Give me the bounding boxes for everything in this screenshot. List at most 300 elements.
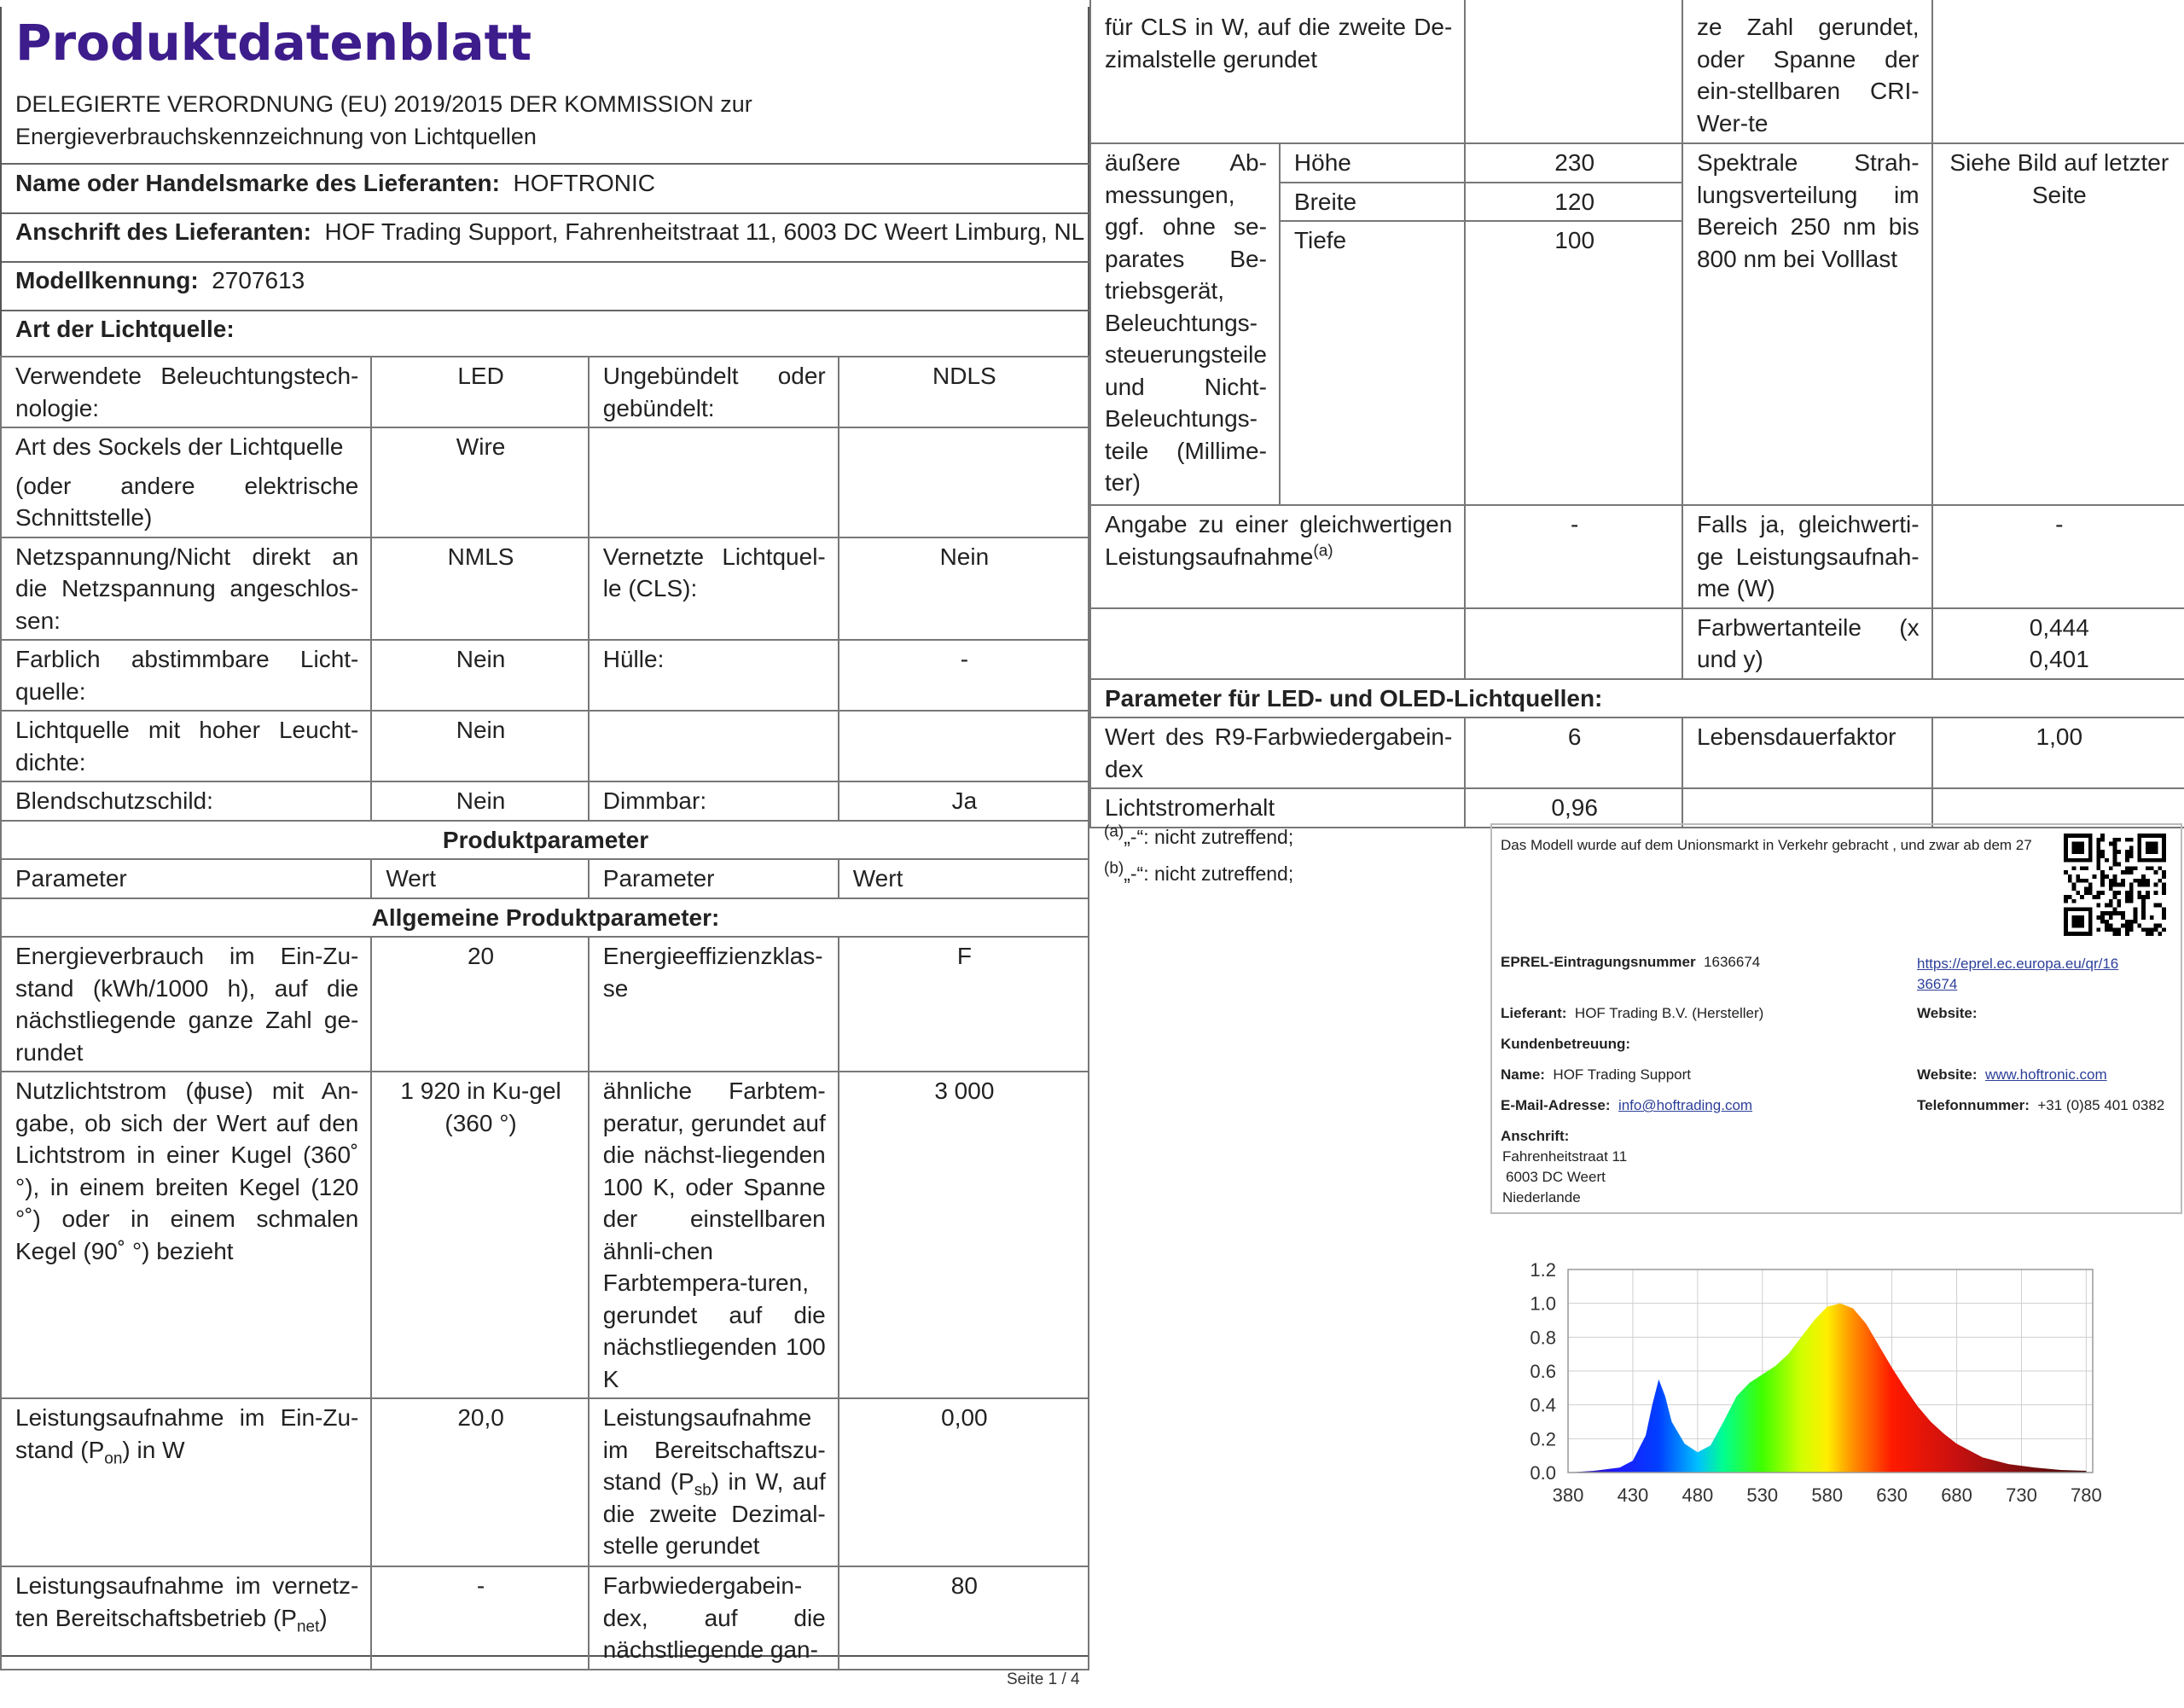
qr-module xyxy=(2154,858,2158,863)
qr-module xyxy=(2064,834,2068,838)
qr-module xyxy=(2080,907,2084,911)
pnet-subscript: net xyxy=(296,1618,320,1636)
qr-module xyxy=(2137,858,2141,863)
qr-module xyxy=(2141,883,2146,887)
qr-module xyxy=(2121,879,2125,883)
qr-module xyxy=(2088,907,2093,911)
qr-module xyxy=(2154,850,2158,854)
qr-module xyxy=(2072,907,2077,911)
qr-module xyxy=(2068,858,2072,863)
general-params-heading: Allgemeine Produktparameter: xyxy=(1,898,1089,938)
empty-cell xyxy=(589,711,839,781)
right-parameter-table xyxy=(1089,0,2184,828)
qr-module xyxy=(2088,911,2093,915)
model-row xyxy=(15,267,305,294)
qr-module xyxy=(2080,858,2084,863)
qr-module xyxy=(2129,895,2134,899)
qr-module xyxy=(2100,838,2105,842)
qr-module xyxy=(2141,874,2146,879)
table-row xyxy=(1090,788,2184,828)
y-tick-label: 0.6 xyxy=(1530,1361,1556,1382)
qr-module xyxy=(2100,879,2105,883)
qr-module xyxy=(2109,927,2113,932)
qr-module xyxy=(2154,842,2158,846)
qr-module xyxy=(2084,866,2088,870)
qr-module xyxy=(2134,907,2138,911)
col-header-param: Parameter xyxy=(1,859,371,898)
qr-module xyxy=(2096,845,2100,850)
height-value: 230 xyxy=(1465,143,1682,183)
qr-module xyxy=(2072,834,2077,838)
qr-module xyxy=(2117,911,2121,915)
qr-module xyxy=(2080,924,2084,928)
qr-module xyxy=(2100,891,2105,895)
qr-module xyxy=(2150,915,2154,920)
address-label xyxy=(1501,1128,1569,1145)
qr-module xyxy=(2137,834,2141,838)
x-tick-label: 730 xyxy=(2006,1484,2037,1506)
qr-module xyxy=(2162,874,2166,879)
qr-module xyxy=(2100,915,2105,920)
flux-value: 1 920 in Ku-gel (360 °) xyxy=(371,1072,588,1398)
qr-module xyxy=(2129,899,2134,903)
qr-module xyxy=(2137,845,2141,850)
qr-module xyxy=(2117,899,2121,903)
pon-label xyxy=(1,1398,371,1566)
model-value: 2707613 xyxy=(212,267,305,293)
qr-module xyxy=(2093,895,2097,899)
empty-cell xyxy=(1932,788,2184,828)
r9-label: Wert des R9-Farbwiedergabein-dex xyxy=(1090,717,1465,788)
high-luminance-value: Nein xyxy=(371,711,588,781)
flux-label: Nutzlichtstrom (ɸuse) mit An-gabe, ob sich der Wert auf den Lichtstrom in einer Kugel (360˚ °), in einem breiten Kegel (120 °˚) oder in einem schmalen Kegel (90˚ °) bezieht xyxy=(1,1072,371,1398)
qr-module xyxy=(2162,845,2166,850)
service-name-value: HOF Trading Support xyxy=(1553,1066,1691,1083)
qr-module xyxy=(2146,845,2150,850)
table-row xyxy=(1090,608,2184,679)
qr-module xyxy=(2064,924,2068,928)
qr-module xyxy=(2096,850,2100,854)
qr-module xyxy=(2096,838,2100,842)
phone-line xyxy=(1917,1097,2164,1114)
col-header-value: Wert xyxy=(371,859,588,898)
divider xyxy=(2,212,1089,214)
email-link[interactable]: info@hoftrading.com xyxy=(1618,1097,1753,1113)
supplier-name-row xyxy=(15,170,655,197)
qr-module xyxy=(2125,870,2129,874)
psb-label xyxy=(589,1398,839,1566)
qr-module xyxy=(2084,858,2088,863)
qr-module xyxy=(2125,895,2129,899)
chromaticity-label: Farbwertanteile (x und y) xyxy=(1682,608,1932,679)
table-row xyxy=(1090,505,2184,608)
qr-module xyxy=(2113,911,2117,915)
qr-module xyxy=(2064,911,2068,915)
page-total: 4 xyxy=(1071,1670,1080,1688)
qr-module xyxy=(2154,834,2158,838)
qr-module xyxy=(2129,838,2134,842)
qr-module xyxy=(2109,883,2113,887)
qr-module xyxy=(2096,895,2100,899)
model-label: Modellkennung: xyxy=(15,267,199,293)
light-source-type-heading xyxy=(15,316,235,343)
qr-module xyxy=(2064,854,2068,858)
table-row xyxy=(1090,0,2184,143)
qr-module xyxy=(2146,866,2150,870)
qr-module xyxy=(2072,850,2077,854)
regulation-subtitle: DELEGIERTE VERORDNUNG (EU) 2019/2015 DER KOMMISSION zur Energieverbrauchskennzeichnung von Lichtquellen xyxy=(15,91,752,149)
qr-module xyxy=(2109,842,2113,846)
qr-module xyxy=(2141,907,2146,911)
qr-module xyxy=(2113,879,2117,883)
qr-module xyxy=(2084,879,2088,883)
qr-module xyxy=(2137,924,2141,928)
qr-module xyxy=(2080,845,2084,850)
qr-module xyxy=(2088,842,2093,846)
qr-module xyxy=(2150,842,2154,846)
qr-module xyxy=(2125,932,2129,936)
qr-module xyxy=(2080,850,2084,854)
qr-module xyxy=(2084,886,2088,891)
qr-module xyxy=(2096,915,2100,920)
x-tick-label: 630 xyxy=(1876,1484,1908,1506)
footnote-ref-a: (a) xyxy=(1313,542,1333,561)
qr-module xyxy=(2076,834,2080,838)
qr-module xyxy=(2100,911,2105,915)
service-name-line xyxy=(1501,1066,1691,1083)
qr-module xyxy=(2096,891,2100,895)
qr-module xyxy=(2068,874,2072,879)
qr-module xyxy=(2088,838,2093,842)
qr-module xyxy=(2064,920,2068,924)
footnote-b-mark: (b) xyxy=(1104,859,1124,878)
qr-module xyxy=(2105,903,2109,908)
qr-module xyxy=(2068,895,2072,899)
qr-module xyxy=(2158,924,2162,928)
qr-module xyxy=(2129,866,2134,870)
qr-module xyxy=(2141,915,2146,920)
qr-module xyxy=(2080,895,2084,899)
qr-module xyxy=(2100,870,2105,874)
qr-module xyxy=(2146,850,2150,854)
chromaticity-x: 0,444 xyxy=(2029,613,2089,641)
qr-module xyxy=(2100,883,2105,887)
light-source-type-label: Art der Lichtquelle: xyxy=(15,316,235,342)
qr-module xyxy=(2076,845,2080,850)
qr-module xyxy=(2109,899,2113,903)
qr-module xyxy=(2162,883,2166,887)
high-luminance-label: Lichtquelle mit hoher Leucht-dichte: xyxy=(1,711,371,781)
qr-module xyxy=(2100,850,2105,854)
y-tick-label: 0.2 xyxy=(1530,1428,1556,1450)
qr-module xyxy=(2137,879,2141,883)
tech-value: LED xyxy=(371,357,588,427)
qr-module xyxy=(2162,838,2166,842)
qr-module xyxy=(2113,883,2117,887)
qr-module xyxy=(2158,834,2162,838)
address-label-text: Anschrift: xyxy=(1501,1128,1570,1144)
empty-cell xyxy=(1682,788,1932,828)
qr-module xyxy=(2150,850,2154,854)
qr-module xyxy=(2146,932,2150,936)
qr-module xyxy=(2088,850,2093,854)
eprel-reg-value: 1636674 xyxy=(1704,954,1761,970)
product-params-heading: Produktparameter xyxy=(1,821,1089,860)
qr-module xyxy=(2084,834,2088,838)
qr-module xyxy=(2096,863,2100,867)
qr-module xyxy=(2129,845,2134,850)
page-separator: / xyxy=(1061,1670,1066,1688)
table-row xyxy=(1,1566,1089,1670)
qr-module xyxy=(2109,911,2113,915)
qr-module xyxy=(2076,920,2080,924)
market-date-text: Das Modell wurde auf dem Unionsmarkt in Verkehr gebracht , und zwar ab dem 27 xyxy=(1501,837,2032,853)
empty-cell xyxy=(1465,0,1682,143)
psb-label-text: Leistungsaufnahme im Bereitschaftszu-stand (P xyxy=(602,1404,826,1495)
qr-module xyxy=(2141,903,2146,908)
qr-module xyxy=(2064,895,2068,899)
qr-module xyxy=(2137,883,2141,887)
qr-module xyxy=(2088,927,2093,932)
qr-module xyxy=(2162,915,2166,920)
table-row xyxy=(1,537,1089,641)
equivalent-power-text: Angabe zu einer gleichwertigen Leistungsaufnahme xyxy=(1105,511,1453,570)
page-title: Produktdatenblatt xyxy=(15,14,532,72)
mains-value: NMLS xyxy=(371,537,588,641)
qr-module xyxy=(2154,891,2158,895)
table-row xyxy=(1,1072,1089,1398)
pnet-label-text: Leistungsaufnahme im vernetz-ten Bereitschaftsbetrieb (P xyxy=(15,1572,359,1631)
qr-module xyxy=(2129,886,2134,891)
qr-module xyxy=(2076,907,2080,911)
email-line xyxy=(1501,1097,1752,1114)
qr-module xyxy=(2113,854,2117,858)
qr-module xyxy=(2064,907,2068,911)
qr-module xyxy=(2113,874,2117,879)
qr-module xyxy=(2150,927,2154,932)
qr-module xyxy=(2125,927,2129,932)
qr-module xyxy=(2150,858,2154,863)
qr-module xyxy=(2113,842,2117,846)
qr-module xyxy=(2150,845,2154,850)
cap-label-note: (oder andere elektrische Schnittstelle) xyxy=(15,472,359,531)
lumen-maintenance-value: 0,96 xyxy=(1465,788,1682,828)
qr-module xyxy=(2121,883,2125,887)
x-tick-label: 530 xyxy=(1746,1484,1779,1506)
qr-module xyxy=(2141,899,2146,903)
qr-module xyxy=(2084,891,2088,895)
qr-module xyxy=(2064,842,2068,846)
qr-module xyxy=(2137,895,2141,899)
qr-module xyxy=(2100,834,2105,838)
qr-module xyxy=(2072,932,2077,936)
qr-module xyxy=(2125,854,2129,858)
qr-module xyxy=(2064,915,2068,920)
dimmable-value: Ja xyxy=(839,781,1089,821)
qr-module xyxy=(2158,903,2162,908)
qr-module xyxy=(2080,834,2084,838)
spectrum-area xyxy=(1568,1304,2086,1473)
supplier-address-value: HOF Trading Support, Fahrenheitstraat 11, 6003 DC Weert Limburg, NL xyxy=(324,218,1085,245)
chromaticity-values xyxy=(1932,608,2184,679)
qr-module xyxy=(2088,932,2093,936)
qr-module xyxy=(2072,883,2077,887)
email-label: E-Mail-Adresse: xyxy=(1501,1097,1611,1113)
qr-module xyxy=(2150,834,2154,838)
qr-module xyxy=(2105,858,2109,863)
service-website-link[interactable]: www.hoftronic.com xyxy=(1985,1066,2107,1083)
qr-module xyxy=(2080,842,2084,846)
qr-module xyxy=(2134,911,2138,915)
qr-module xyxy=(2109,924,2113,928)
table-row xyxy=(1,427,1089,537)
qr-module xyxy=(2141,879,2146,883)
service-website-label: Website: xyxy=(1917,1066,1978,1083)
qr-module xyxy=(2154,924,2158,928)
divider xyxy=(2,310,1089,311)
empty-cell xyxy=(839,427,1089,537)
col-header-param: Parameter xyxy=(589,859,839,898)
eprel-url[interactable] xyxy=(1917,954,2118,995)
pon-label-text: Leistungsaufnahme im Ein-Zu-stand (P xyxy=(15,1404,359,1463)
empty-cell xyxy=(1090,608,1465,679)
depth-value: 100 xyxy=(1465,221,1682,505)
qr-module xyxy=(2141,834,2146,838)
qr-module xyxy=(2068,932,2072,936)
qr-module xyxy=(2064,845,2068,850)
divider xyxy=(2,163,1089,165)
left-parameter-table xyxy=(0,356,1089,1670)
qr-module xyxy=(2064,932,2068,936)
x-tick-label: 430 xyxy=(1617,1484,1649,1506)
eprel-url-line-1[interactable]: https://eprel.ec.europa.eu/qr/16 xyxy=(1917,956,2119,972)
qr-module xyxy=(2080,879,2084,883)
qr-module xyxy=(2100,920,2105,924)
qr-module xyxy=(2064,858,2068,863)
qr-module xyxy=(2146,895,2150,899)
supplier-line xyxy=(1501,1005,1763,1022)
tech-label: Verwendete Beleuchtungstech-nologie: xyxy=(1,357,371,427)
qr-module xyxy=(2125,866,2129,870)
qr-module xyxy=(2088,886,2093,891)
qr-module xyxy=(2064,870,2068,874)
qr-module xyxy=(2088,845,2093,850)
qr-module xyxy=(2146,891,2150,895)
table-row xyxy=(1,898,1089,938)
qr-module xyxy=(2146,879,2150,883)
qr-module xyxy=(2088,854,2093,858)
qr-module xyxy=(2129,920,2134,924)
eec-value: F xyxy=(839,937,1089,1072)
qr-module xyxy=(2113,850,2117,854)
pnet-value: - xyxy=(371,1566,588,1670)
eprel-url-line-2[interactable]: 36674 xyxy=(1917,976,1958,992)
qr-module xyxy=(2113,863,2117,867)
qr-module xyxy=(2076,915,2080,920)
qr-module xyxy=(2129,854,2134,858)
col-header-value: Wert xyxy=(839,859,1089,898)
pnet-label xyxy=(1,1566,371,1670)
qr-module xyxy=(2080,932,2084,936)
supplier-name-value: HOFTRONIC xyxy=(513,170,655,196)
phone-label: Telefonnummer: xyxy=(1917,1097,2030,1113)
qr-module xyxy=(2109,915,2113,920)
qr-module xyxy=(2072,842,2077,846)
qr-module xyxy=(2146,842,2150,846)
qr-module xyxy=(2141,895,2146,899)
qr-module xyxy=(2141,858,2146,863)
eprel-registration xyxy=(1501,954,1760,971)
qr-module xyxy=(2129,850,2134,854)
qr-module xyxy=(2117,927,2121,932)
qr-module xyxy=(2158,932,2162,936)
qr-module xyxy=(2113,845,2117,850)
qr-module xyxy=(2154,903,2158,908)
footnote-a xyxy=(1104,822,1294,849)
qr-module xyxy=(2109,886,2113,891)
spectral-distribution-chart xyxy=(1502,1254,2116,1510)
equivalent-power-value: - xyxy=(1465,505,1682,608)
table-row xyxy=(1090,679,2184,718)
table-row xyxy=(1090,717,2184,788)
qr-module xyxy=(2150,932,2154,936)
qr-module xyxy=(2100,854,2105,858)
qr-module xyxy=(2105,927,2109,932)
qr-module xyxy=(2113,838,2117,842)
qr-module xyxy=(2088,883,2093,887)
qr-module xyxy=(2072,858,2077,863)
qr-module xyxy=(2154,927,2158,932)
qr-module xyxy=(2134,915,2138,920)
envelope-value: - xyxy=(839,640,1089,711)
qr-module xyxy=(2113,907,2117,911)
qr-module xyxy=(2137,850,2141,854)
equivalent-watt-value: - xyxy=(1932,505,2184,608)
qr-module xyxy=(2121,924,2125,928)
qr-module xyxy=(2076,874,2080,879)
cap-label-cell xyxy=(1,427,371,537)
qr-module xyxy=(2137,891,2141,895)
table-row xyxy=(1,781,1089,821)
qr-module xyxy=(2068,907,2072,911)
cct-label: ähnliche Farbtem-peratur, gerundet auf die nächst-liegenden 100 K, oder Spanne der einstellbaren ähnli-chen Farbtempera-turen, gerundet auf die nächstliegenden 100 K xyxy=(589,1072,839,1398)
qr-module xyxy=(2162,834,2166,838)
supplier-value: HOF Trading B.V. (Hersteller) xyxy=(1574,1005,1764,1021)
y-tick-label: 0.4 xyxy=(1530,1394,1556,1416)
eprel-reg-label: EPREL-Eintragungsnummer xyxy=(1501,954,1696,970)
qr-module xyxy=(2105,911,2109,915)
page-label: Seite xyxy=(1007,1670,1044,1688)
lumen-maintenance-label: Lichtstromerhalt xyxy=(1090,788,1465,828)
qr-module xyxy=(2072,866,2077,870)
x-tick-label: 580 xyxy=(1811,1484,1844,1506)
qr-module xyxy=(2072,924,2077,928)
table-row xyxy=(1,1398,1089,1566)
qr-module xyxy=(2162,850,2166,854)
qr-module xyxy=(2162,911,2166,915)
qr-module xyxy=(2129,870,2134,874)
pon-value: 20,0 xyxy=(371,1398,588,1566)
service-website-line xyxy=(1917,1066,2107,1083)
table-row xyxy=(1,937,1089,1072)
qr-module xyxy=(2084,907,2088,911)
qr-module xyxy=(2096,842,2100,846)
qr-module xyxy=(2158,866,2162,870)
glare-label: Blendschutzschild: xyxy=(1,781,371,821)
qr-module xyxy=(2117,883,2121,887)
cri-cont-label: ze Zahl gerundet, oder Spanne der ein-stellbaren CRI-Wer-te xyxy=(1682,0,1932,143)
qr-module xyxy=(2150,866,2154,870)
